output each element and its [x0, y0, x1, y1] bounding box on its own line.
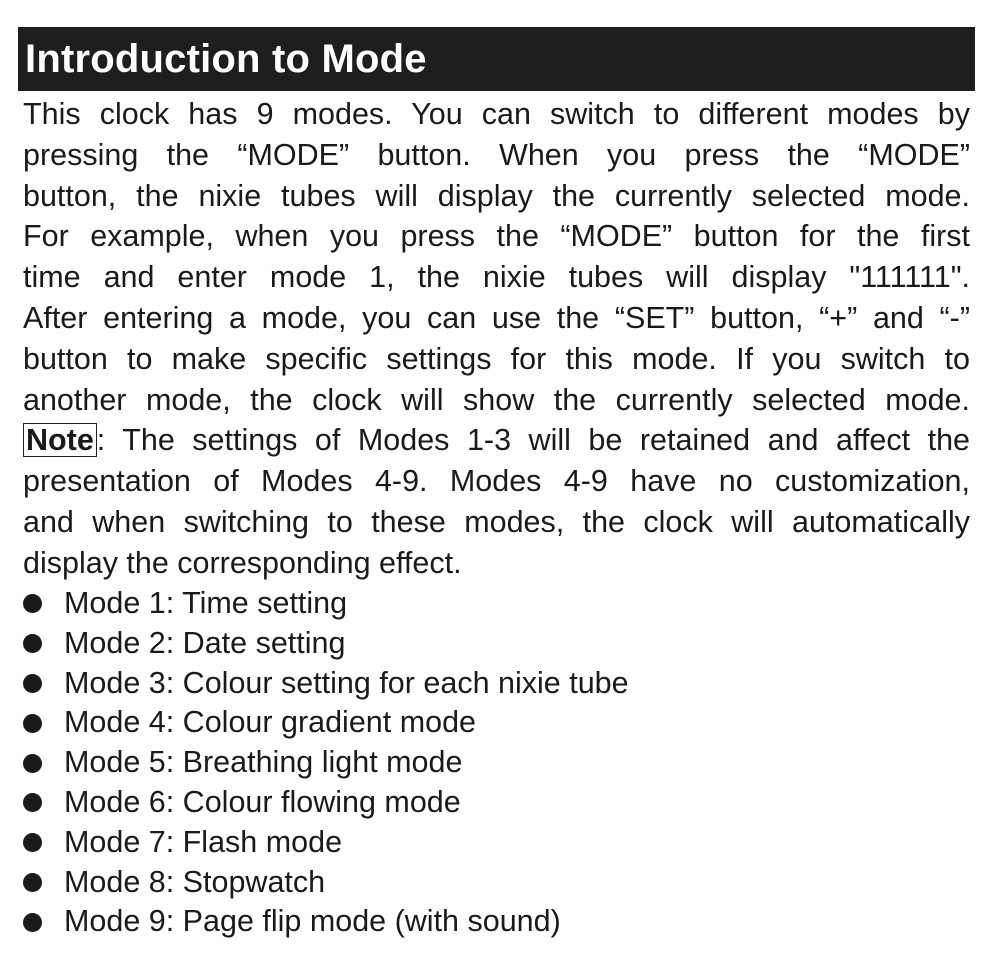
bullet-icon — [23, 873, 42, 892]
note-line-2: presentation of Modes 4-9. Modes 4-9 have no customization, — [23, 464, 970, 499]
mode-label: Mode 8: Stopwatch — [64, 864, 326, 899]
list-item — [23, 783, 629, 823]
list-item — [23, 584, 629, 624]
mode-label: Mode 6: Colour flowing mode — [64, 784, 461, 819]
section-heading-bar — [18, 27, 975, 91]
mode-label: Mode 9: Page flip mode (with sound) — [64, 904, 561, 939]
mode-list — [23, 584, 629, 942]
bullet-icon — [23, 634, 42, 653]
intro-paragraph — [23, 94, 970, 584]
mode-label: Mode 5: Breathing light mode — [64, 745, 463, 780]
list-item — [23, 863, 629, 903]
list-item — [23, 664, 629, 704]
mode-label: Mode 4: Colour gradient mode — [64, 705, 476, 740]
mode-label: Mode 7: Flash mode — [64, 824, 343, 859]
list-item — [23, 624, 629, 664]
list-item — [23, 703, 629, 743]
intro-line: This clock has 9 modes. You can switch to different modes by — [23, 97, 970, 131]
bullet-icon — [23, 754, 42, 773]
note-label: Note — [23, 423, 97, 457]
note-line-4: display the corresponding effect. — [23, 545, 462, 580]
intro-line: time and enter mode 1, the nixie tubes will display "111111". — [23, 260, 970, 295]
bullet-icon — [23, 714, 42, 733]
bullet-icon — [23, 833, 42, 852]
list-item — [23, 823, 629, 863]
intro-line: For example, when you press the “MODE” button for the first — [23, 219, 970, 254]
intro-line: another mode, the clock will show the currently selected mode. — [23, 382, 970, 417]
intro-line: After entering a mode, you can use the “SET” button, “+” and “-” — [23, 300, 970, 335]
bullet-icon — [23, 913, 42, 932]
note-line-3: and when switching to these modes, the clock will automatically — [23, 504, 970, 539]
intro-line: button, the nixie tubes will display the currently selected mode. — [23, 178, 970, 213]
bullet-icon — [23, 594, 42, 613]
bullet-icon — [23, 793, 42, 812]
mode-label: Mode 1: Time setting — [64, 586, 348, 620]
intro-line: button to make specific settings for this mode. If you switch to — [23, 341, 970, 376]
list-item — [23, 902, 629, 942]
note-text: : The settings of Modes 1-3 will be retained and affect the — [96, 423, 970, 458]
mode-label: Mode 3: Colour setting for each nixie tube — [64, 665, 629, 700]
list-item — [23, 743, 629, 783]
intro-line: pressing the “MODE” button. When you press the “MODE” — [23, 137, 970, 172]
bullet-icon — [23, 674, 42, 693]
mode-label: Mode 2: Date setting — [64, 625, 346, 660]
section-title: Introduction to Mode — [25, 37, 427, 81]
note-line-1 — [23, 420, 970, 461]
